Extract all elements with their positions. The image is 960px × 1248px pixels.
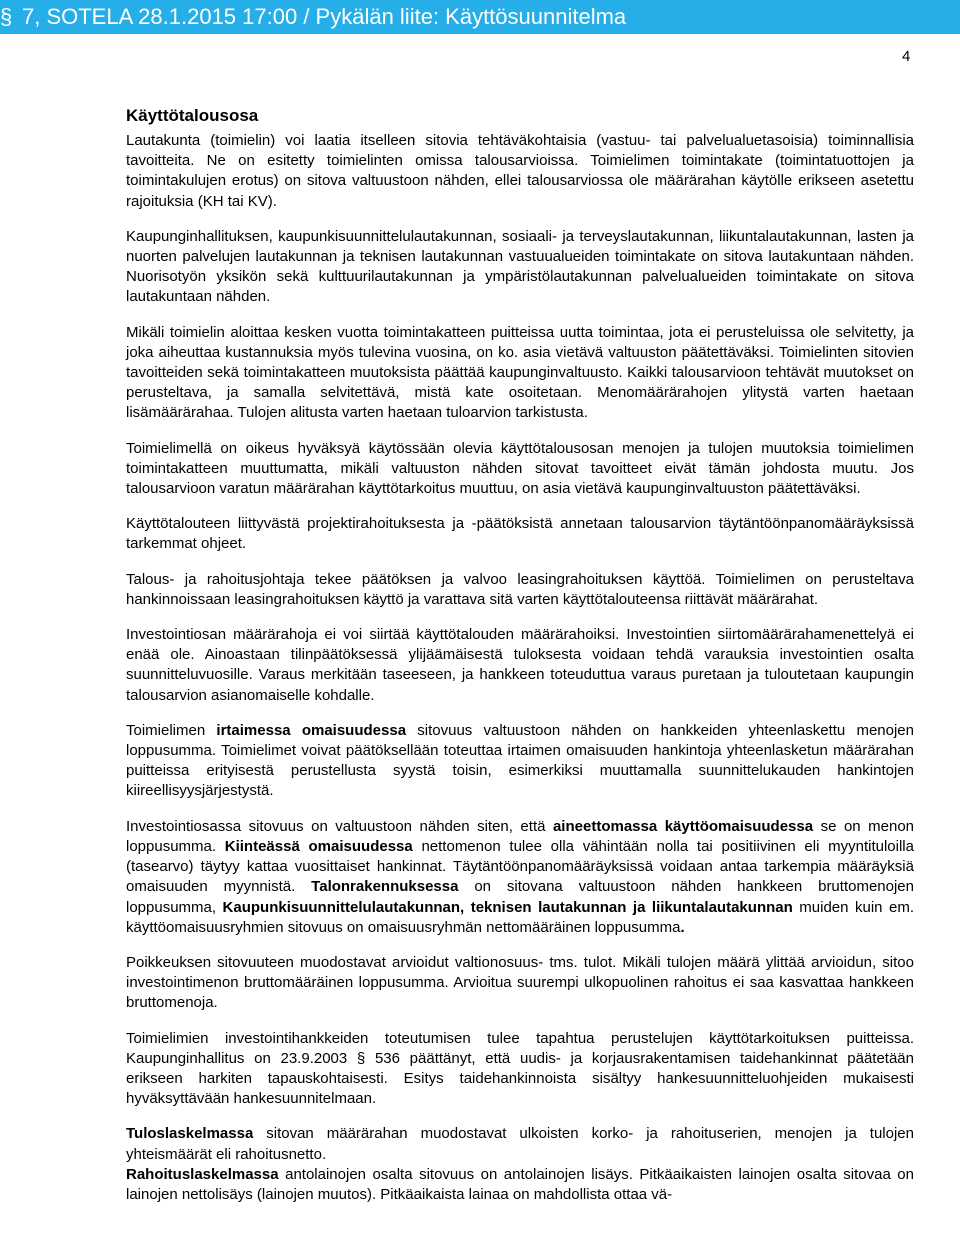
paragraph-6: Talous- ja rahoitusjohtaja tekee päätöksen ja valvoo leasingrahoituksen käyttöä. Toimielimen on perusteltava hankinnoissaan leasingrahoituksen käyttö ja varattava sitä varten käyttötalouteensa riittävät määrärahat. [126,570,914,608]
paragraph-9-text-e: nettomenon tulee olla vähintään nolla tai positiivinen eli myyntituloilla (tasearvo) täytyy kattaa vuosittaiset hankinnat. Täytäntöönpanomääräyksissä voidaan antaa tarkempia määräyksiä omaisuuden myynnistä. [126,837,914,896]
paragraph-12 [126,1124,914,1164]
paragraph-9-text-c: se on menon loppusumma. [126,817,915,855]
paragraph-9 [126,817,914,938]
paragraph-11: Toimielimien investointihankkeiden toteutumisen tulee tapahtua perustelujen käyttötarkoituksen puitteissa. Kaupunginhallitus on 23.9.2003 § 536 päättänyt, että uudis- ja korjausrakentamisen taidehankinnat päätetään erikseen harkiten tapauskohtaisesti. Esitys taidehankinnoista sisältyy hankesuunnitteluohjeiden mukaisesti hyväksyttävään hankesuunnitelmaan. [126,1029,914,1108]
document-body [126,105,914,1205]
paragraph-2: Kaupunginhallituksen, kaupunkisuunnittelulautakunnan, sosiaali- ja terveyslautakunnan, liikuntalautakunnan, lasten ja nuorten palvelujen lautakunnan ja teknisen lautakunnan vastuualueiden toimintakate on sitova lautakuntaan nähden. Nuorisotyön yksikön sekä kulttuurilautakunnan ja ympäristölautakunnan palvelualueiden toimintakate on sitova lautakuntaan nähden. [126,227,914,306]
paragraph-8-text-c: sitovuus valtuustoon nähden on hankkeiden yhteenlaskettu menojen loppusumma. Toimielimet voivat päätöksellään toteuttaa irtaimen omaisuuden hankintoja yhteenlasketun määrärahan puitteissa erityisestä perustellusta syystä toisin, esimerkiksi muuttamalla suunnittelukauden hankintojen kiireellisyysjärjestystä. [126,721,914,800]
paragraph-5: Käyttötalouteen liittyvästä projektirahoituksesta ja -päätöksistä annetaan talousarvion täytäntöönpanomääräyksissä tarkemmat ohjeet. [126,515,914,553]
paragraph-13-text-b: antolainojen osalta sitovuus on antolainojen lisäys. Pitkäaikaisten lainojen osalta sitovaa on lainojen nettolisäys (lainojen muutos). Pitkäaikaista lainaa on mahdollista ottaa vä- [126,1165,914,1203]
section-symbol: § [0,4,13,29]
paragraph-12-text-b: sitovan määrärahan muodostavat ulkoisten korko- ja rahoituserien, menojen ja tulojen yhteismäärät eli rahoitusnetto. [126,1125,914,1163]
document-banner [0,0,960,34]
paragraph-9-bold-period: . [680,918,685,936]
paragraph-9-text-i: muiden kuin em. käyttöomaisuusryhmien sitovuus on omaisuusryhmän nettomääräinen loppusumma [126,898,914,936]
paragraph-4: Toimielimellä on oikeus hyväksyä käytössään olevia käyttötalousosan menojen ja tulojen muutoksia toimielimen toimintakatteen muuttumatta, mikäli valtuuston nähden sitovat tavoitteet eivät tämän johdosta muutu. Jos talousarvioon varatun määrärahan käyttötarkoitus muuttuu, on asia vietävä kaupunginvaltuuston päätettäväksi. [126,439,914,498]
paragraph-9-bold-fixed-property: Kiinteässä omaisuudessa [224,837,413,855]
banner-title: 7, SOTELA 28.1.2015 17:00 / Pykälän liite: Käyttösuunnitelma [22,4,627,29]
paragraph-9-bold-intangible: aineettomassa käyttöomaisuudessa [552,817,814,835]
paragraph-13-bold-cash-flow: Rahoituslaskelmassa [126,1165,279,1183]
paragraph-9-text-g: on sitovana valtuustoon nähden hankkeen bruttomenojen loppusumma, [126,878,914,916]
paragraph-10: Poikkeuksen sitovuuteen muodostavat arvioidut valtionosuus- tms. tulot. Mikäli tulojen määrä ylittää arvioidun, sitoo investointimenon bruttomääräinen loppusumma. Arvioitua suurempi ulkopuolinen rahoitus ei saa kasvattaa hankkeen bruttomenoja. [126,953,914,1012]
paragraph-8 [126,721,914,802]
paragraph-12-bold-income-statement: Tuloslaskelmassa [126,1125,254,1143]
paragraph-9-bold-building: Talonrakennuksessa [311,878,459,896]
section-heading: Käyttötalousosa [126,106,259,125]
paragraph-3: Mikäli toimielin aloittaa kesken vuotta toimintakatteen puitteissa uutta toimintaa, jota ei perusteluissa ole selvitetty, ja joka aiheuttaa kustannuksia myös tulevina vuosina, on ko. asia vietävä valtuuston päätettäväksi. Toimielinten sitovien tavoitteiden sekä toimintakatteen muutoksista päättää kaupunginvaltuusto. Kaikki talousarvioon tehtävät muutokset on perusteltava, ja samalla selvitettävä, mistä kate osoitetaan. Menomäärärahojen ylitystä varten haetaan lisämäärärahaa. Tulojen alitusta varten haetaan tuloarvion tarkistusta. [126,323,914,422]
paragraph-7: Investointiosan määrärahoja ei voi siirtää käyttötalouden määrärahoiksi. Investointien siirtomäärärahamenettelyä ei enää ole. Ainoastaan tilinpäätöksessä ylijäämäisestä tuloksesta voidaan tehdä varauksia investointien osalta suunnitteluvuosille. Varaus merkitään taseeseen, ja hankkeen toteuduttua varaus puretaan ja tuloutetaan kaupungin talousarvion asianomaiselle kohdalle. [126,626,914,704]
paragraph-8-bold-term: irtaimessa omaisuudessa [216,721,407,739]
paragraph-1: Lautakunta (toimielin) voi laatia itselleen sitovia tehtäväkohtaisia (vastuu- tai palvelualuetasoisia) toiminnallisia tavoitteita. Ne on esitetty toimielinten omissa talousarvioissa. Toimielimen toimintakate (toimintatuottojen ja toimintakulujen erotus) on sitova valtuustoon nähden, ellei talousarviossa ole määrärahan käytölle erikseen asetettu rajoituksia (KH tai KV). [126,132,914,210]
paragraph-9-bold-committees: Kaupunkisuunnittelulautakunnan, teknisen lautakunnan ja liikuntalautakunnan [222,898,793,916]
paragraph-8-text-a: Toimielimen [126,721,217,739]
paragraph-9-text-a: Investointiosassa sitovuus on valtuustoon nähden siten, että [126,817,553,835]
page-number: 4 [902,48,911,65]
paragraph-13 [126,1165,914,1205]
